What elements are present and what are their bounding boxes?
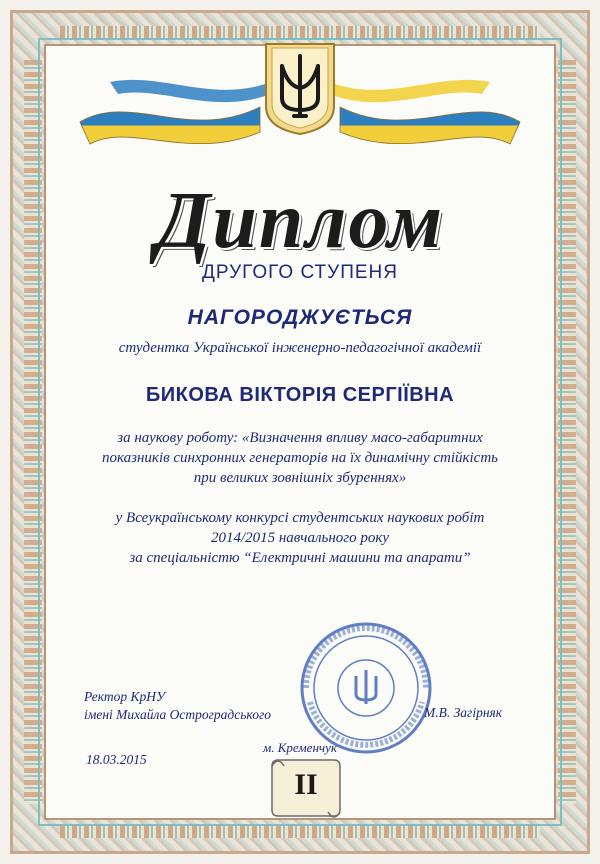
signatory-name: М.В. Загірняк bbox=[424, 705, 503, 720]
contest-line-1: у Всеукраїнському конкурсі студентських наукових робіт bbox=[115, 510, 485, 526]
contest-line-3: за спеціальністю “Електричні машини та апарати” bbox=[129, 550, 471, 566]
contest-info bbox=[60, 508, 540, 568]
signatory-title-line-1: Ректор КрНУ bbox=[84, 689, 166, 704]
wheat-border-bottom bbox=[60, 824, 540, 838]
signatory-title-line-2: імені Михайла Остроградського bbox=[84, 707, 271, 722]
wheat-border-left bbox=[24, 60, 42, 804]
city: м. Кременчук bbox=[263, 740, 337, 755]
research-work bbox=[60, 428, 540, 488]
trident-emblem-icon bbox=[258, 36, 342, 136]
student-affiliation: студентка Української інженерно-педагогічної академії bbox=[118, 340, 482, 356]
degree-number: II bbox=[294, 768, 318, 801]
official-seal-icon bbox=[296, 618, 436, 758]
wheat-border-right bbox=[558, 60, 576, 804]
signatory-title bbox=[84, 688, 271, 724]
contest-line-2: 2014/2015 навчального року bbox=[210, 530, 390, 546]
issue-date: 18.03.2015 bbox=[86, 752, 147, 767]
work-line-3: при великих зовнішніх збуреннях» bbox=[193, 470, 407, 486]
awarded-heading: НАГОРОДЖУЄТЬСЯ bbox=[187, 306, 413, 329]
degree-subtitle: ДРУГОГО СТУПЕНЯ bbox=[201, 262, 398, 283]
recipient-name: БИКОВА ВІКТОРІЯ СЕРГІЇВНА bbox=[145, 384, 455, 406]
diploma-title: Диплом bbox=[155, 177, 445, 265]
work-line-2: показників синхронних генераторів на їх динамічну стійкість bbox=[102, 450, 498, 466]
work-line-1: за наукову роботу: «Визначення впливу масо-габаритних bbox=[117, 430, 483, 446]
